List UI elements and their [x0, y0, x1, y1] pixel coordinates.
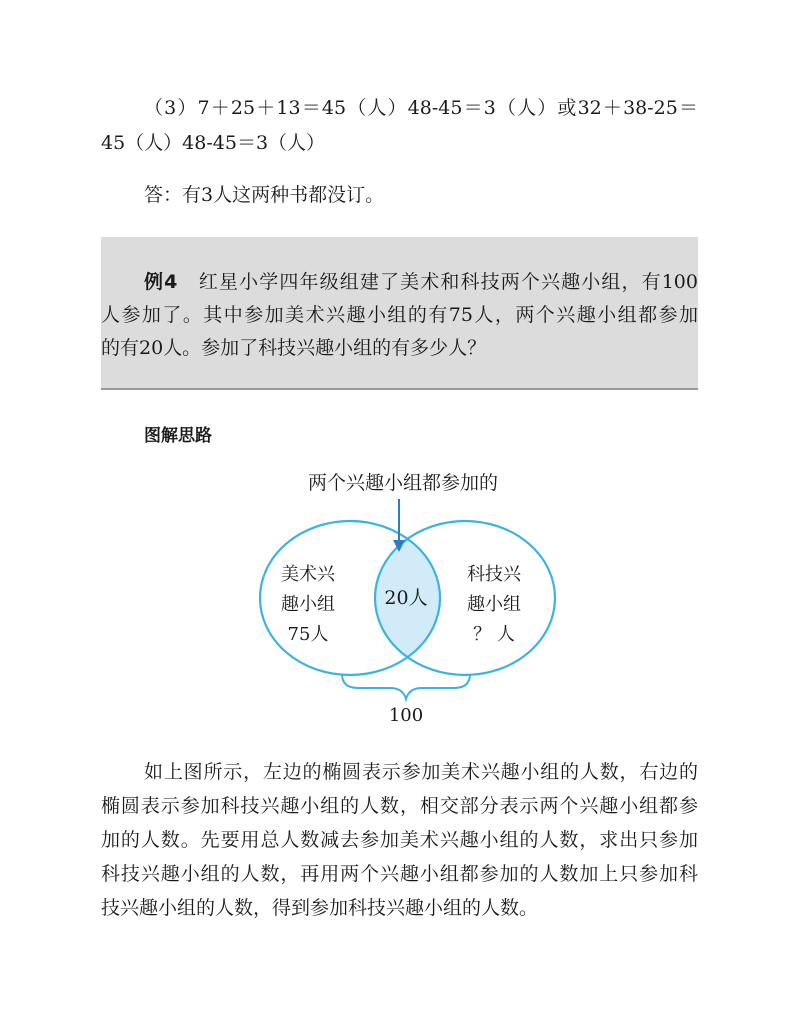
solution-line-1: （3）7＋25＋13＝45（人）48-45＝3（人）或32＋38-25＝ — [144, 97, 698, 119]
example-text-1: 红星小学四年级组建了美术和科技两个兴趣小组，有100 — [198, 271, 698, 293]
bottom-brace — [342, 674, 470, 699]
right-label-1: 科技兴 — [467, 564, 521, 585]
example-box — [101, 237, 698, 390]
top-label: 两个兴趣小组都参加的 — [307, 472, 499, 494]
example-line-1 — [144, 270, 698, 294]
answer-text: 答：有3人这两种书都没订。 — [144, 184, 385, 206]
example-label: 例4 — [144, 271, 178, 293]
solution-line-2: 45（人）48-45＝3（人） — [101, 132, 326, 154]
venn-diagram — [240, 462, 570, 732]
right-label-3: ？ 人 — [473, 624, 515, 645]
center-label: 20人 — [384, 587, 428, 609]
explanation-line-2: 椭圆表示参加科技兴趣小组的人数，相交部分表示两个兴趣小组都参 — [101, 795, 698, 817]
right-label-2: 趣小组 — [467, 594, 521, 615]
explanation-line-3: 加的人数。先要用总人数减去参加美术兴趣小组的人数，求出只参加 — [101, 829, 698, 851]
example-line-3: 的有20人。参加了科技兴趣小组的有多少人？ — [101, 337, 487, 359]
explanation-line-1: 如上图所示，左边的椭圆表示参加美术兴趣小组的人数，右边的 — [144, 761, 698, 783]
left-label-2: 趣小组 — [281, 594, 335, 615]
explanation-line-5: 技兴趣小组的人数，得到参加科技兴趣小组的人数。 — [101, 897, 539, 919]
left-label-3: 75人 — [287, 624, 329, 645]
section-title: 图解思路 — [144, 426, 212, 446]
bottom-label: 100 — [388, 705, 424, 726]
left-label-1: 美术兴 — [281, 564, 335, 585]
example-line-2: 人参加了。其中参加美术兴趣小组的有75人，两个兴趣小组都参加 — [101, 304, 698, 326]
explanation-line-4: 科技兴趣小组的人数，再用两个兴趣小组都参加的人数加上只参加科 — [101, 863, 698, 885]
